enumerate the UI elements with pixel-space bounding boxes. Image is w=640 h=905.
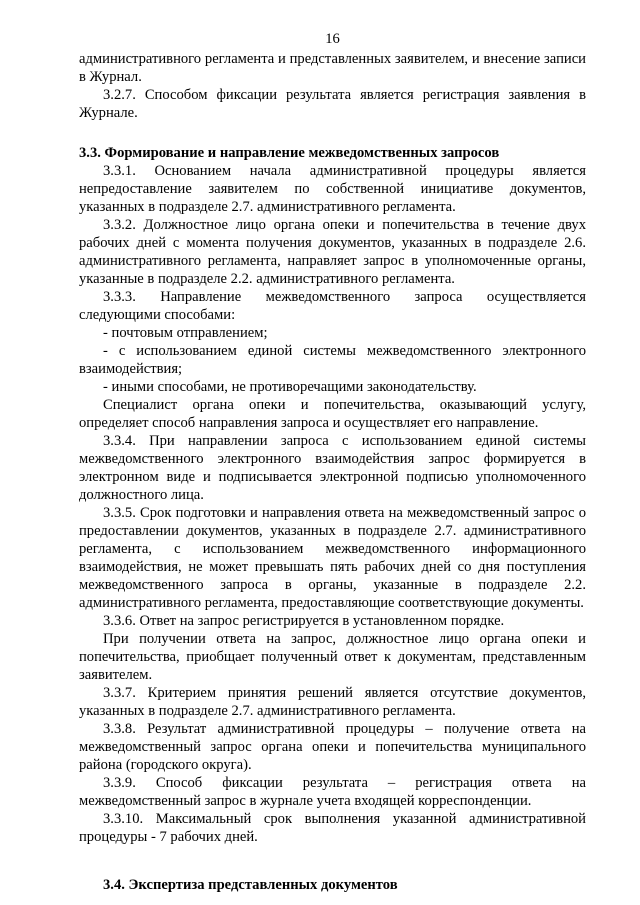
page-number: 16 bbox=[325, 31, 340, 47]
paragraph: 3.3.7. Критерием принятия решений является отсутствие документов, указанных в подразделе 2.7. административного регламента. bbox=[79, 685, 586, 719]
section-heading: 3.4. Экспертиза представленных документов bbox=[103, 877, 398, 893]
paragraph: 3.3.6. Ответ на запрос регистрируется в установленном порядке. bbox=[103, 613, 505, 629]
list-item: - иными способами, не противоречащими законодательству. bbox=[103, 379, 477, 395]
paragraph: административного регламента и представленных заявителем, и внесение записи в Журнал. bbox=[79, 51, 586, 85]
paragraph: 3.3.4. При направлении запроса с использованием единой системы межведомственного электронного взаимодействия запрос формируется в электронном виде и подписывается электронной подписью уполномоченного должностного лица. bbox=[79, 433, 586, 503]
document-page bbox=[79, 30, 586, 894]
list-item: - почтовым отправлением; bbox=[103, 325, 268, 341]
list-item: - с использованием единой системы межведомственного электронного взаимодействия; bbox=[79, 343, 586, 377]
paragraph: 3.3.10. Максимальный срок выполнения указанной административной процедуры - 7 рабочих дней. bbox=[79, 811, 586, 845]
paragraph: 3.2.7. Способом фиксации результата является регистрация заявления в Журнале. bbox=[79, 87, 586, 121]
paragraph: 3.3.3. Направление межведомственного запроса осуществляется следующими способами: bbox=[79, 289, 586, 323]
paragraph: 3.3.1. Основанием начала административной процедуры является непредоставление заявителем по собственной инициативе документов, указанных в подразделе 2.7. административного регламента. bbox=[79, 163, 586, 215]
paragraph: 3.3.8. Результат административной процедуры – получение ответа на межведомственный запрос органа опеки и попечительства муниципального района (городского округа). bbox=[79, 721, 586, 773]
paragraph: 3.3.5. Срок подготовки и направления ответа на межведомственный запрос о предоставлении документов, указанных в подразделе 2.7. административного регламента, с использованием межведомственного информационного взаимодействия, не может превышать пять рабочих дней со дня поступления межведомственного запроса в органы, указанные в подразделе 2.2. административного регламента, предоставляющие соответствующие документы. bbox=[79, 505, 586, 611]
paragraph: Специалист органа опеки и попечительства, оказывающий услугу, определяет способ направления запроса и осуществляет его направление. bbox=[79, 397, 586, 431]
paragraph: 3.3.2. Должностное лицо органа опеки и попечительства в течение двух рабочих дней с момента получения документов, указанных в подразделе 2.6. административного регламента, направляет запрос в уполномоченные органы, указанные в подразделе 2.2. административного регламента. bbox=[79, 217, 586, 287]
paragraph: При получении ответа на запрос, должностное лицо органа опеки и попечительства, приобщает полученный ответ к документам, представленным заявителем. bbox=[79, 631, 586, 683]
section-heading: 3.3. Формирование и направление межведомственных запросов bbox=[79, 145, 500, 161]
paragraph: 3.3.9. Способ фиксации результата – регистрация ответа на межведомственный запрос в журнале учета входящей корреспонденции. bbox=[79, 775, 586, 809]
